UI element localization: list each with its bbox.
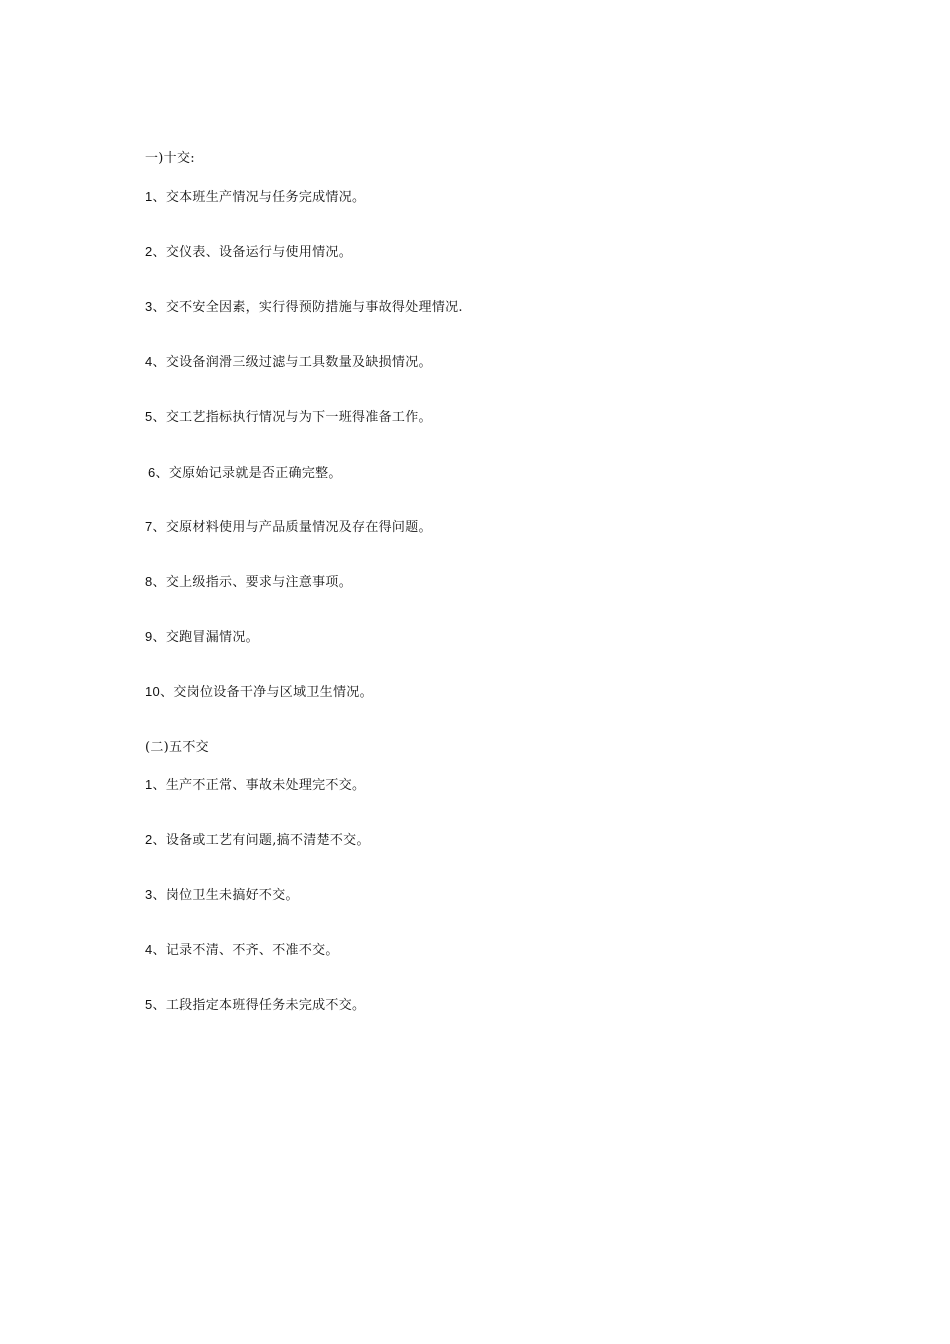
item-text: 、交原材料使用与产品质量情况及存在得问题。	[152, 520, 432, 535]
item-text: 、交跑冒漏情况。	[152, 630, 259, 645]
list-item	[145, 354, 432, 371]
item-text: 、交不安全因素，实行得预防措施与事故得处理情况.	[152, 300, 463, 315]
item-number: 6	[148, 465, 156, 480]
list-item	[145, 299, 463, 316]
item-number: 2	[145, 244, 153, 259]
list-item	[145, 574, 352, 591]
item-text: 、交岗位设备干净与区域卫生情况。	[160, 685, 373, 700]
item-number: 9	[145, 629, 153, 644]
item-number: 3	[145, 299, 153, 314]
list-item	[145, 409, 432, 426]
item-text: 、设备或工艺有问题,搞不清楚不交。	[152, 833, 370, 848]
item-number: 8	[145, 574, 153, 589]
list-item	[145, 244, 352, 261]
list-item	[145, 629, 259, 646]
item-number: 2	[145, 832, 153, 847]
item-number: 7	[145, 519, 153, 534]
item-number: 3	[145, 887, 153, 902]
item-text: 、记录不清、不齐、不准不交。	[152, 943, 339, 958]
item-text: 、交本班生产情况与任务完成情况。	[152, 190, 366, 205]
list-item	[145, 684, 373, 701]
item-text: 、交仪表、设备运行与使用情况。	[152, 245, 353, 260]
section-heading-ten-handovers: 一)十交:	[145, 151, 195, 166]
item-text: 、交工艺指标执行情况与为下一班得准备工作。	[152, 410, 432, 425]
item-number: 4	[145, 354, 153, 369]
list-item	[145, 887, 299, 904]
list-item	[145, 519, 432, 536]
item-text: 、岗位卫生未搞好不交。	[152, 888, 299, 903]
item-text: 、交原始记录就是否正确完整。	[155, 466, 342, 481]
item-number: 1	[145, 189, 153, 204]
item-number: 1	[145, 777, 153, 792]
section-heading-five-no-handovers: (二)五不交	[145, 740, 209, 755]
item-text: 、交设备润滑三级过滤与工具数量及缺损情况。	[152, 355, 432, 370]
list-item	[145, 997, 365, 1014]
item-number: 4	[145, 942, 153, 957]
item-text: 、交上级指示、要求与注意事项。	[152, 575, 353, 590]
item-text: 、生产不正常、事故未处理完不交。	[152, 778, 366, 793]
list-item	[145, 189, 365, 206]
list-item	[148, 465, 342, 482]
list-item	[145, 832, 370, 849]
list-item	[145, 942, 339, 959]
list-item	[145, 777, 365, 794]
item-number: 10	[145, 684, 161, 699]
item-number: 5	[145, 409, 153, 424]
item-text: 、工段指定本班得任务未完成不交。	[152, 998, 366, 1013]
item-number: 5	[145, 997, 153, 1012]
